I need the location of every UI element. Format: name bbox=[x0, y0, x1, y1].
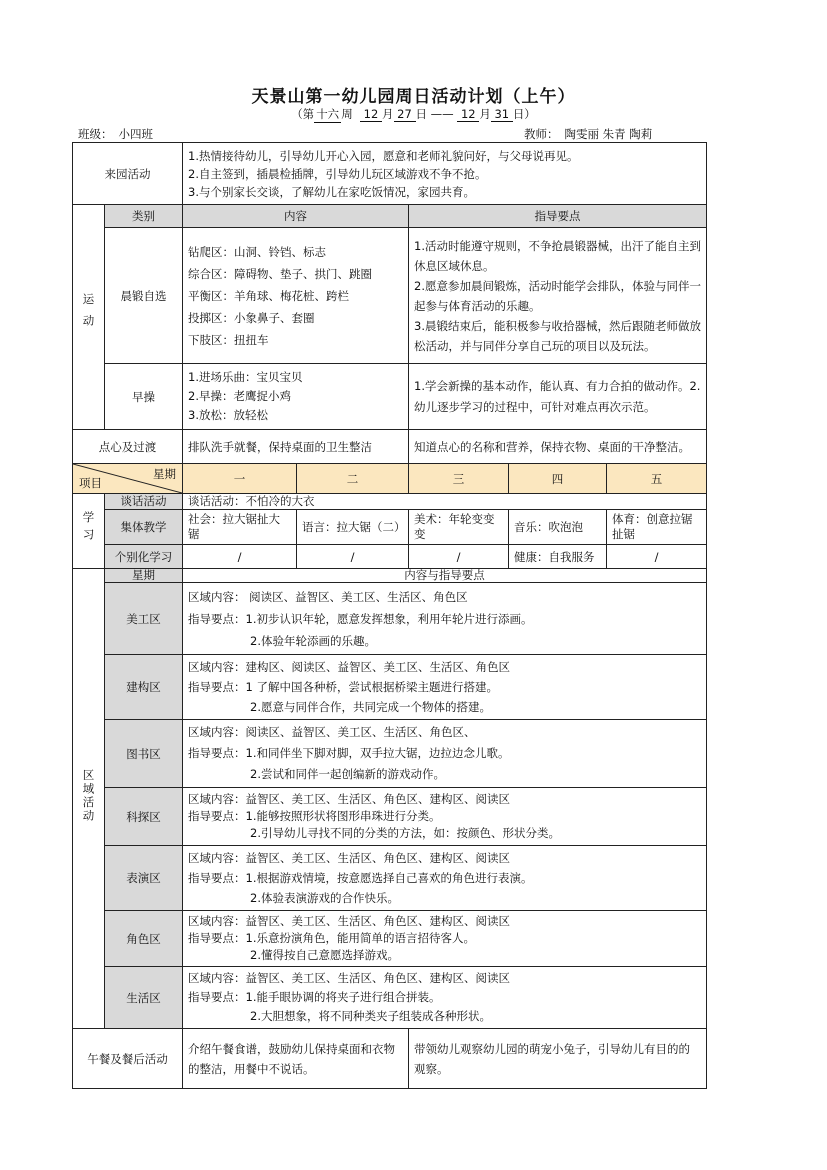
snack-row bbox=[73, 430, 707, 464]
day-tue: 二 bbox=[297, 464, 409, 494]
group-mon: 社会：拉大锯扯大锯 bbox=[183, 510, 297, 545]
snack-guide: 知道点心的名称和营养，保持衣物、桌面的干净整洁。 bbox=[409, 430, 707, 464]
teacher-info: 教师： 陶雯丽 朱青 陶莉 bbox=[524, 126, 658, 143]
area-row bbox=[73, 788, 707, 846]
morning-exercise-content: 钻爬区：山洞、铃铛、标志 综合区：障碍物、垫子、拱门、跳圈 平衡区：羊角球、梅花桩、跨栏 投掷区：小象鼻子、套圈 下肢区：扭扭车 bbox=[183, 228, 409, 364]
lunch-label: 午餐及餐后活动 bbox=[73, 1029, 183, 1089]
sport-col-content: 内容 bbox=[183, 205, 409, 228]
area-detail-science: 区域内容：益智区、美工区、生活区、角色区、建构区、阅读区 指导要点：1.能够按照形状将图形串珠进行分类。 2.引导幼儿寻找不同的分类的方法，如：按颜色、形状分类。 bbox=[183, 788, 707, 846]
morning-drill-row bbox=[73, 364, 707, 430]
week-number: 十六 bbox=[316, 107, 340, 121]
area-row bbox=[73, 583, 707, 655]
area-detail-book: 区域内容：阅读区、益智区、美工区、生活区、角色区、 指导要点：1.和同伴坐下脚对脚，双手拉大锯，边拉边念儿歌。 2.尝试和同伴一起创编新的游戏动作。 bbox=[183, 720, 707, 788]
day-thu: 四 bbox=[509, 464, 607, 494]
area-row bbox=[73, 720, 707, 788]
area-weekday-label: 星期 bbox=[105, 569, 183, 583]
morning-exercise-label: 晨锻自选 bbox=[105, 228, 183, 364]
start-month: 12 bbox=[360, 107, 382, 122]
area-detail-life: 区域内容：益智区、美工区、生活区、角色区、建构区、阅读区 指导要点：1.能手眼协调的将夹子进行组合拼装。 2.大胆想象，将不同种类夹子组装成各种形状。 bbox=[183, 967, 707, 1029]
group-teaching-label: 集体教学 bbox=[105, 510, 183, 545]
lunch-right: 带领幼儿观察幼儿园的萌宠小兔子，引导幼儿有目的的观察。 bbox=[409, 1029, 707, 1089]
day-wed: 三 bbox=[409, 464, 509, 494]
area-label: 区域活动 bbox=[73, 569, 105, 1029]
lunch-row bbox=[73, 1029, 707, 1089]
area-name-art: 美工区 bbox=[105, 583, 183, 655]
lunch-left: 介绍午餐食谱，鼓励幼儿保持桌面和衣物的整洁，用餐中不说话。 bbox=[183, 1029, 409, 1089]
week-range: （第 十六 周 12 月 27 日 —— 12 月 31 日） bbox=[291, 107, 536, 121]
day-fri: 五 bbox=[607, 464, 707, 494]
arrival-row bbox=[73, 143, 707, 205]
area-name-perform: 表演区 bbox=[105, 846, 183, 911]
morning-drill-label: 早操 bbox=[105, 364, 183, 430]
indiv-wed: / bbox=[409, 545, 509, 569]
area-detail-art: 区域内容： 阅读区、益智区、美工区、生活区、角色区 指导要点：1.初步认识年轮，愿意发挥想象，利用年轮片进行添画。 2.体验年轮添画的乐趣。 bbox=[183, 583, 707, 655]
area-detail-role: 区域内容：益智区、美工区、生活区、角色区、建构区、阅读区 指导要点：1.乐意扮演角色，能用简单的语言招待客人。 2.懂得按自己意愿选择游戏。 bbox=[183, 911, 707, 967]
area-name-science: 科探区 bbox=[105, 788, 183, 846]
morning-exercise-row bbox=[73, 228, 707, 364]
group-wed: 美术：年轮变变变 bbox=[409, 510, 509, 545]
morning-drill-content: 1.进场乐曲：宝贝宝贝 2.早操：老鹰捉小鸡 3.放松：放轻松 bbox=[183, 364, 409, 430]
sport-col-type: 类别 bbox=[105, 205, 183, 228]
group-fri: 体育：创意拉锯扯锯 bbox=[607, 510, 707, 545]
class-value: 小四班 bbox=[113, 126, 160, 143]
sport-label: 运动 bbox=[73, 205, 105, 430]
area-name-build: 建构区 bbox=[105, 655, 183, 720]
sport-col-guide: 指导要点 bbox=[409, 205, 707, 228]
area-detail-build: 区域内容：建构区、阅读区、益智区、美工区、生活区、角色区 指导要点：1 了解中国各种桥，尝试根据桥梁主题进行搭建。 2.愿意与同伴合作，共同完成一个物体的搭建。 bbox=[183, 655, 707, 720]
snack-content: 排队洗手就餐，保持桌面的卫生整洁 bbox=[183, 430, 409, 464]
arrival-label: 来园活动 bbox=[73, 143, 183, 205]
weekday-row bbox=[73, 464, 707, 494]
morning-exercise-guide: 1.活动时能遵守规则，不争抢晨锻器械，出汗了能自主到休息区域休息。 2.愿意参加晨间锻炼，活动时能学会排队，体验与同伴一起参与体育活动的乐趣。 3.晨锻结束后，能积极参与收拾器械，然后跟随老师做放松活动，并与同伴分享自己玩的项目以及玩法。 bbox=[409, 228, 707, 364]
area-row bbox=[73, 967, 707, 1029]
start-day: 27 bbox=[394, 107, 416, 122]
teacher-value: 陶雯丽 朱青 陶莉 bbox=[559, 126, 659, 143]
page-title: 天景山第一幼儿园周日活动计划（上午） bbox=[251, 87, 576, 107]
study-label: 学习 bbox=[73, 494, 105, 569]
talk-label: 谈话活动 bbox=[105, 494, 183, 510]
indiv-thu: 健康：自我服务 bbox=[509, 545, 607, 569]
indiv-fri: / bbox=[607, 545, 707, 569]
day-mon: 一 bbox=[183, 464, 297, 494]
indiv-mon: / bbox=[183, 545, 297, 569]
area-name-life: 生活区 bbox=[105, 967, 183, 1029]
group-tue: 语言：拉大锯（二） bbox=[297, 510, 409, 545]
item-label: 项目 bbox=[79, 476, 102, 490]
end-day: 31 bbox=[491, 107, 513, 122]
area-name-book: 图书区 bbox=[105, 720, 183, 788]
indiv-tue: / bbox=[297, 545, 409, 569]
individual-label: 个别化学习 bbox=[105, 545, 183, 569]
area-row bbox=[73, 655, 707, 720]
sport-header-row bbox=[73, 205, 707, 228]
end-month: 12 bbox=[457, 107, 479, 122]
talk-row bbox=[73, 494, 707, 510]
area-detail-perform: 区域内容：益智区、美工区、生活区、角色区、建构区、阅读区 指导要点：1.根据游戏情境，按意愿选择自己喜欢的角色进行表演。 2.体验表演游戏的合作快乐。 bbox=[183, 846, 707, 911]
area-row bbox=[73, 846, 707, 911]
weekday-label: 星期 bbox=[153, 467, 176, 481]
arrival-content: 1.热情接待幼儿，引导幼儿开心入园，愿意和老师礼貌问好，与父母说再见。 2.自主签到，插晨检插牌，引导幼儿玩区域游戏不争不抢。 3.与个别家长交谈，了解幼儿在家吃饭情况，家园共育。 bbox=[183, 143, 707, 205]
area-guide-header: 内容与指导要点 bbox=[183, 569, 707, 583]
group-thu: 音乐：吹泡泡 bbox=[509, 510, 607, 545]
area-header-row bbox=[73, 569, 707, 583]
class-info: 班级： 小四班 bbox=[78, 126, 159, 143]
area-name-role: 角色区 bbox=[105, 911, 183, 967]
weekday-item-header bbox=[73, 464, 183, 494]
morning-drill-guide: 1.学会新操的基本动作，能认真、有力合拍的做动作。2.幼儿逐步学习的过程中，可针对难点再次示范。 bbox=[409, 364, 707, 430]
snack-label: 点心及过渡 bbox=[73, 430, 183, 464]
group-teaching-row bbox=[73, 510, 707, 545]
individual-row bbox=[73, 545, 707, 569]
area-row bbox=[73, 911, 707, 967]
plan-table bbox=[72, 142, 707, 1089]
talk-value: 谈话活动：不怕冷的大衣 bbox=[183, 494, 707, 510]
